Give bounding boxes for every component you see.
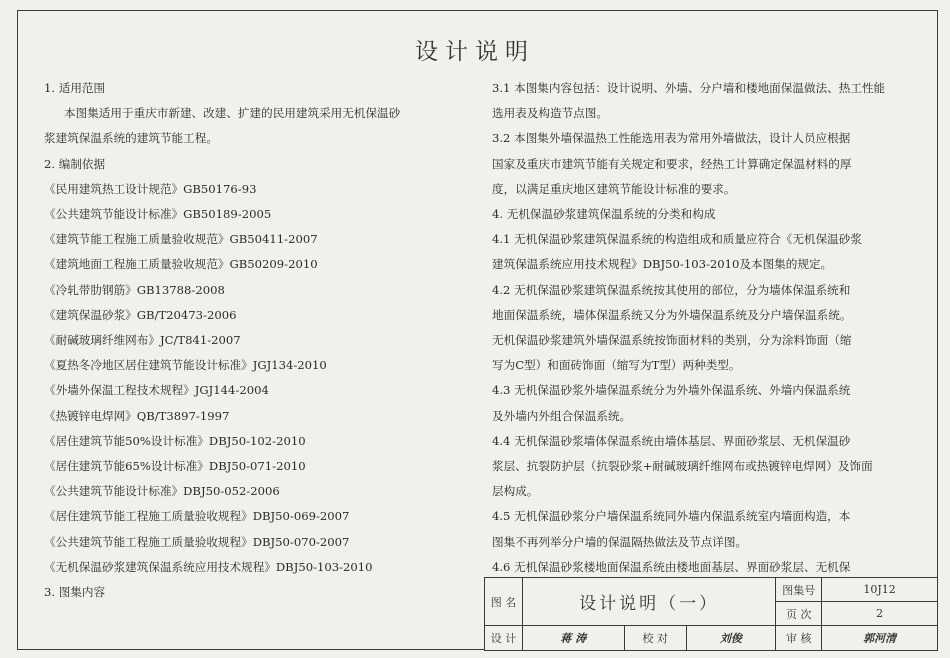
text-line: 《耐碱玻璃纤维网布》JC/T841-2007 [44, 333, 241, 348]
text-line: 2. 编制依据 [44, 156, 106, 171]
text-line: 浆建筑保温系统的建筑节能工程。 [44, 131, 218, 146]
text-line: 《公共建筑节能设计标准》GB50189-2005 [44, 207, 272, 222]
design-label: 设 计 [485, 626, 523, 651]
text-line: 《居住建筑节能50%设计标准》DBJ50-102-2010 [44, 433, 306, 448]
text-line: 《外墙外保温工程技术规程》JGJ144-2004 [44, 383, 269, 398]
text-line: 《建筑地面工程施工质量验收规范》GB50209-2010 [44, 257, 318, 272]
text-line: 1. 适用范围 [44, 81, 106, 95]
text-line: 4.6 无机保温砂浆楼地面保温系统由楼地面基层、界面砂浆层、无机保 [492, 559, 851, 574]
text-line: 4.1 无机保温砂浆建筑保温系统的构造组成和质量应符合《无机保温砂浆 [492, 232, 862, 247]
text-line: 《民用建筑热工设计规范》GB50176-93 [44, 181, 257, 196]
text-line: 选用表及构造节点图。 [492, 106, 608, 121]
right-column [492, 76, 914, 580]
text-line: 国家及重庆市建筑节能有关规定和要求，经热工计算确定保温材料的厚 [492, 156, 852, 171]
text-line: 4.2 无机保温砂浆建筑保温系统按其使用的部位，分为墙体保温系统和 [492, 282, 851, 297]
page-number: 2 [822, 602, 938, 626]
text-line: 无机保温砂浆建筑外墙保温系统按饰面材料的类别，分为涂料饰面（缩 [492, 333, 852, 348]
text-line: 度，以满足重庆地区建筑节能设计标准的要求。 [492, 181, 736, 196]
atlas-no-label: 图集号 [776, 578, 822, 602]
text-line: 4.3 无机保温砂浆外墙保温系统分为外墙外保温系统、外墙内保温系统 [492, 383, 851, 398]
text-line: 写为C型）和面砖饰面（缩写为T型）两种类型。 [492, 358, 741, 373]
check-signature: 刘俊 [686, 626, 776, 651]
text-line: 《建筑节能工程施工质量验收规范》GB50411-2007 [44, 232, 318, 247]
text-line: 3.1 本图集内容包括：设计说明、外墙、分户墙和楼地面保温做法、热工性能 [492, 81, 886, 95]
title-block [484, 577, 938, 651]
text-line: 图集不再列举分户墙的保温隔热做法及节点详图。 [492, 534, 748, 549]
atlas-no: 10J12 [822, 578, 938, 602]
page-title: 设计说明 [415, 39, 535, 65]
text-line: 浆层、抗裂防护层（抗裂砂浆+耐碱玻璃纤维网布或热镀锌电焊网）及饰面 [492, 459, 873, 474]
review-signature: 郭河清 [822, 626, 938, 651]
text-line: 《建筑保温砂浆》GB/T20473-2006 [44, 307, 237, 322]
drawing-name-label: 图 名 [485, 578, 523, 626]
text-line: 4. 无机保温砂浆建筑保温系统的分类和构成 [492, 207, 716, 222]
text-line: 《夏热冬冷地区居住建筑节能设计标准》JGJ134-2010 [44, 358, 327, 373]
text-line: 建筑保温系统应用技术规程》DBJ50-103-2010及本图集的规定。 [492, 257, 833, 272]
page-label: 页 次 [776, 602, 822, 626]
text-line: 4.5 无机保温砂浆分户墙保温系统同外墙内保温系统室内墙面构造，本 [492, 509, 851, 524]
left-column [44, 76, 470, 605]
text-line: 3.2 本图集外墙保温热工性能选用表为常用外墙做法，设计人员应根据 [492, 131, 851, 146]
text-line: 《热镀锌电焊网》QB/T3897-1997 [44, 408, 230, 423]
text-line: 4.4 无机保温砂浆墙体保温系统由墙体基层、界面砂浆层、无机保温砂 [492, 433, 851, 448]
text-line: 《公共建筑节能工程施工质量验收规程》DBJ50-070-2007 [44, 534, 350, 549]
check-label: 校 对 [624, 626, 686, 651]
text-line: 层构成。 [492, 484, 539, 499]
text-line: 3. 图集内容 [44, 585, 106, 600]
text-line: 《居住建筑节能工程施工质量验收规程》DBJ50-069-2007 [44, 509, 350, 524]
text-line: 《冷轧带肋钢筋》GB13788-2008 [44, 282, 225, 297]
text-line: 《公共建筑节能设计标准》DBJ50-052-2006 [44, 484, 280, 499]
text-line: 《居住建筑节能65%设计标准》DBJ50-071-2010 [44, 459, 306, 474]
review-label: 审 核 [776, 626, 822, 651]
text-line: 地面保温系统，墙体保温系统又分为外墙保温系统及分户墙保温系统。 [492, 307, 852, 322]
design-signature: 蒋 涛 [522, 626, 624, 651]
text-line: 《无机保温砂浆建筑保温系统应用技术规程》DBJ50-103-2010 [44, 559, 373, 574]
text-line: 及外墙内外组合保温系统。 [492, 408, 632, 423]
drawing-name: 设计说明（一） [522, 578, 775, 626]
text-line: 本图集适用于重庆市新建、改建、扩建的民用建筑采用无机保温砂 [64, 106, 401, 121]
